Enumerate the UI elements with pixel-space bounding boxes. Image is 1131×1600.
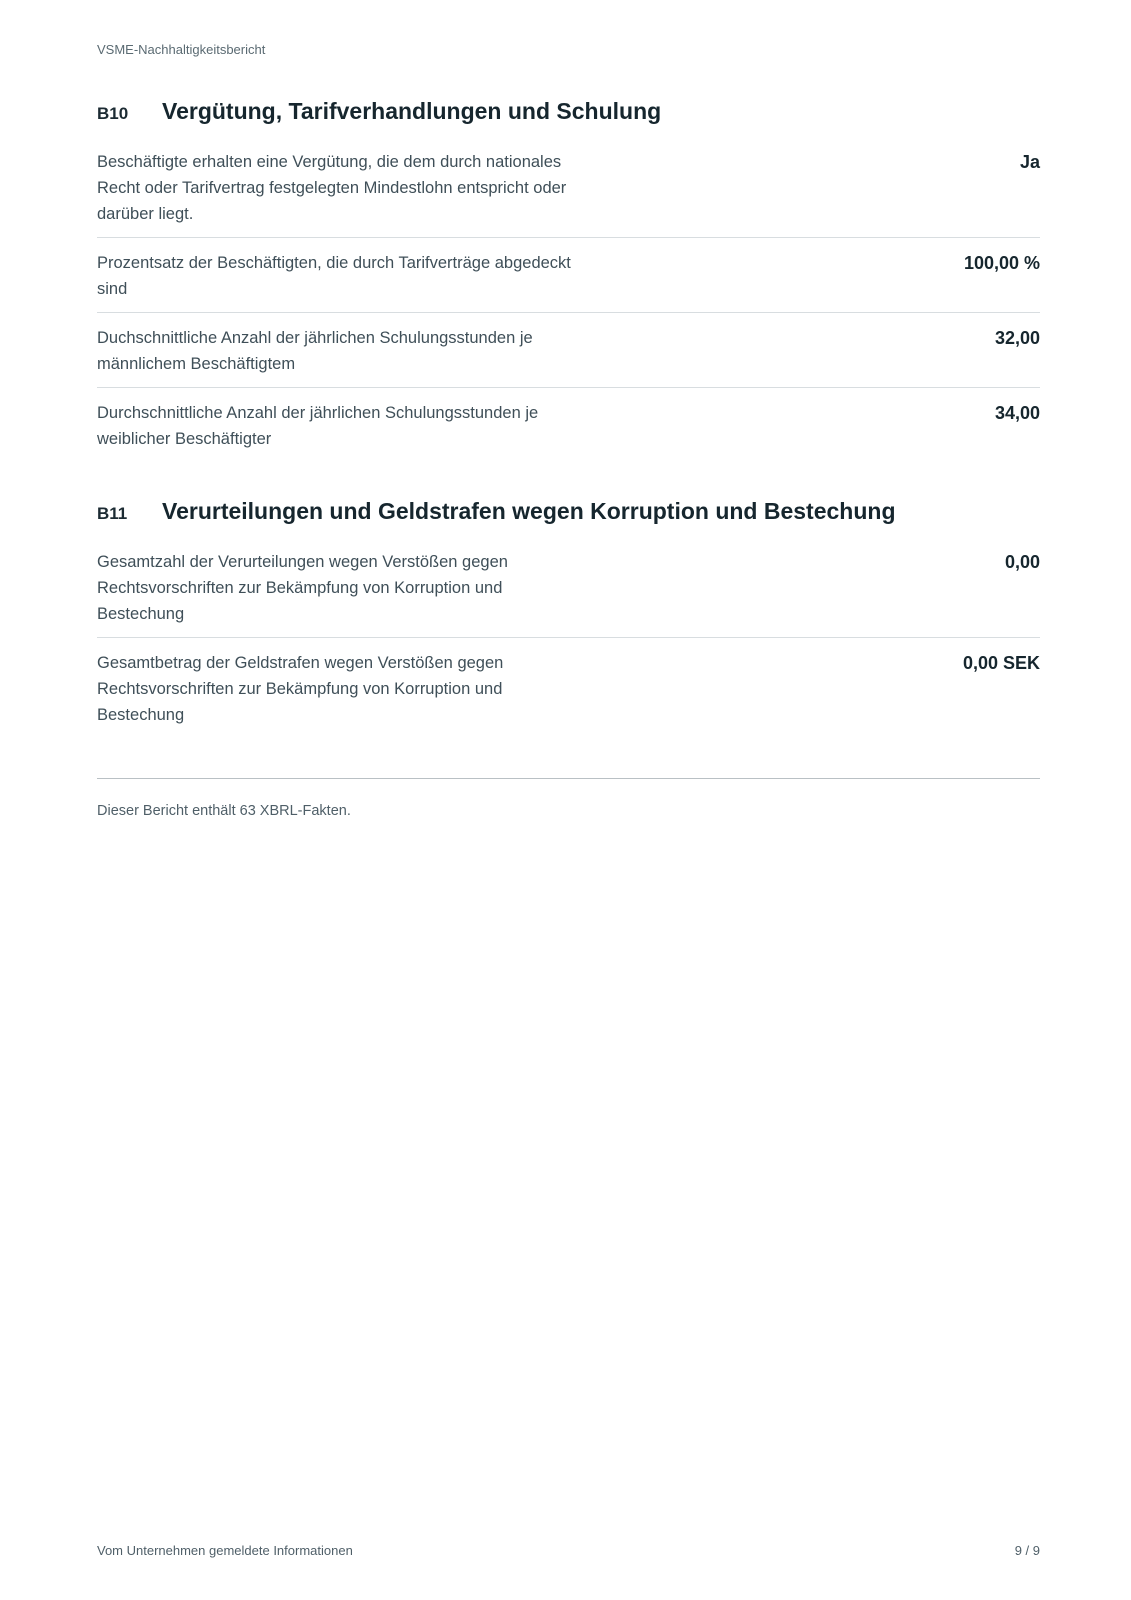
data-rows xyxy=(97,549,1040,738)
row-label: Gesamtbetrag der Geldstrafen wegen Verstößen gegen Rechtsvorschriften zur Bekämpfung von Korruption und Bestechung xyxy=(97,654,504,724)
data-row xyxy=(97,325,1040,388)
row-value: 0,00 xyxy=(1004,552,1040,572)
section-heading xyxy=(97,98,1040,125)
data-row xyxy=(97,149,1040,238)
section-code: B10 xyxy=(97,104,129,123)
section-title: Verurteilungen und Geldstrafen wegen Korruption und Bestechung xyxy=(162,498,896,524)
row-value: 34,00 xyxy=(994,403,1040,423)
section-title: Vergütung, Tarifverhandlungen und Schulung xyxy=(162,98,662,124)
row-value: 100,00 % xyxy=(963,253,1040,273)
section-code: B11 xyxy=(97,504,128,523)
data-row xyxy=(97,250,1040,313)
data-row xyxy=(97,400,1040,462)
row-label: Beschäftigte erhalten eine Vergütung, die dem durch nationales Recht oder Tarifvertrag festgelegten Mindestlohn entspricht oder darüber liegt. xyxy=(97,153,567,223)
page-header-title: VSME-Nachhaltigkeitsbericht xyxy=(97,42,266,57)
section-b10 xyxy=(97,98,1040,462)
row-label: Durchschnittliche Anzahl der jährlichen Schulungsstunden je weiblicher Beschäftigter xyxy=(97,404,539,448)
row-value: 0,00 SEK xyxy=(962,653,1040,673)
report-content xyxy=(97,98,1040,819)
section-heading xyxy=(97,498,1040,525)
data-row xyxy=(97,650,1040,738)
data-rows xyxy=(97,149,1040,462)
row-value: Ja xyxy=(1019,152,1040,172)
footer-source-label: Vom Unternehmen gemeldete Informationen xyxy=(97,1543,353,1558)
page-number: 9 / 9 xyxy=(1014,1543,1040,1558)
data-row xyxy=(97,549,1040,638)
row-label: Gesamtzahl der Verurteilungen wegen Verstößen gegen Rechtsvorschriften zur Bekämpfung von Korruption und Bestechung xyxy=(97,553,508,623)
section-b11 xyxy=(97,498,1040,738)
row-value: 32,00 xyxy=(994,328,1040,348)
row-label: Duchschnittliche Anzahl der jährlichen Schulungsstunden je männlichem Beschäftigtem xyxy=(97,329,533,373)
page-footer xyxy=(97,1543,1040,1558)
report-summary: Dieser Bericht enthält 63 XBRL-Fakten. xyxy=(97,778,1040,819)
row-label: Prozentsatz der Beschäftigten, die durch Tarifverträge abgedeckt sind xyxy=(97,254,571,298)
